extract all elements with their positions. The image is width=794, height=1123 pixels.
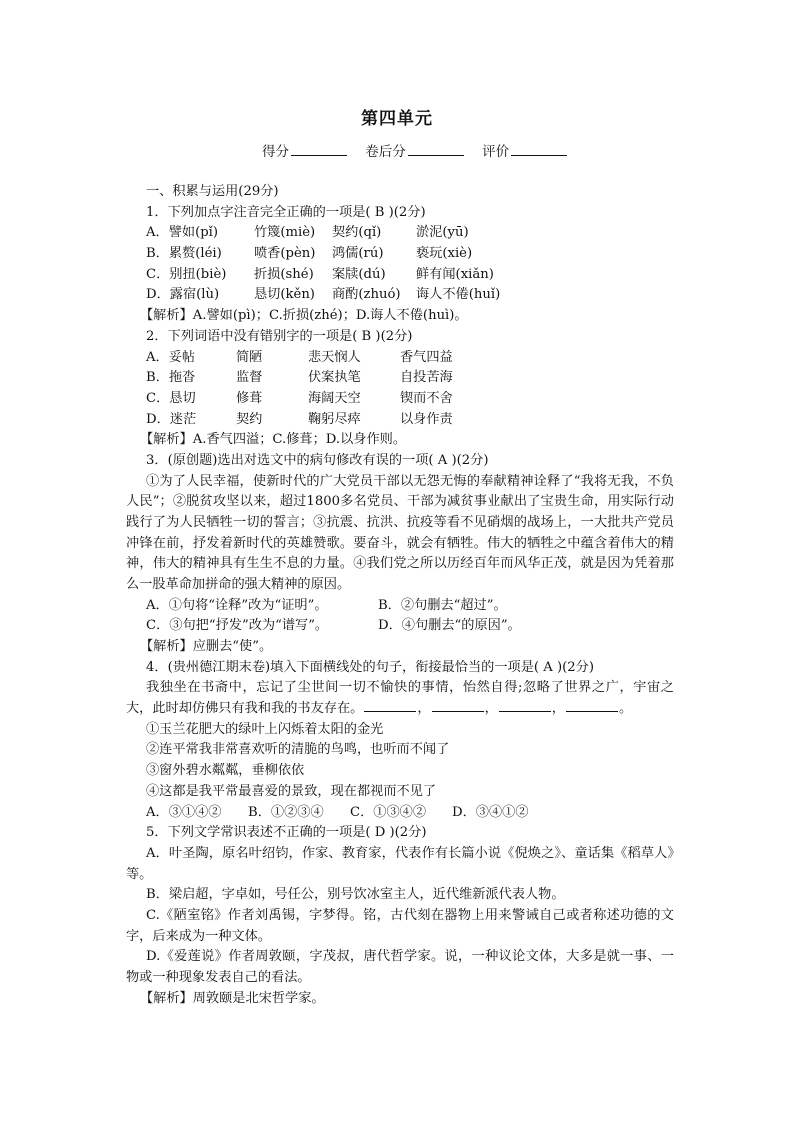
- fill-blank[interactable]: [566, 699, 618, 712]
- option-cell: C．别扭(biè): [146, 266, 227, 282]
- option-cell: 修葺: [236, 390, 263, 406]
- option-a: A．①句将“诠释”改为“证明”。: [146, 597, 328, 613]
- question-4-options: [126, 803, 674, 824]
- option-cell: 鸿儒(rú): [332, 246, 384, 262]
- question-1-option-c: [126, 265, 674, 286]
- question-3-analysis: 【解析】应删去“使”。: [140, 639, 273, 654]
- evaluation-blank[interactable]: [511, 145, 567, 156]
- option-cell: 诲人不倦(huǐ): [416, 287, 501, 303]
- question-5-option-a: A．叶圣陶，原名叶绍钧，作家、教育家，代表作有长篇小说《倪焕之》、童话集《稻草人》等。: [126, 845, 674, 882]
- question-5-option-d: D.《爱莲说》作者周敦颐，字茂叔，唐代哲学家。说，一种议论文体，大多是就一事、一物或一种现象发表自己的看法。: [126, 949, 674, 986]
- option-a: A．③①④②: [146, 804, 222, 820]
- unit-title: 第四单元: [361, 109, 433, 129]
- sentence-4: ④这都是我平常最喜爱的景致，现在都视而不见了: [146, 783, 437, 799]
- option-cell: 锲而不舍: [400, 390, 453, 406]
- sentence-1: ①玉兰花肥大的绿叶上闪烁着太阳的金光: [146, 721, 384, 737]
- after-score-blank[interactable]: [408, 145, 464, 156]
- score-label: 得分: [262, 144, 289, 160]
- option-cell: 亵玩(xiè): [416, 246, 473, 262]
- option-cell: 淤泥(yū): [416, 225, 469, 241]
- fill-blank[interactable]: [364, 699, 416, 712]
- question-5-option-c: C.《陋室铭》作者刘禹锡，字梦得。铭，古代刻在器物上用来警诫自己或者称述功德的文字，后来成为一种文体。: [126, 907, 674, 944]
- question-5-option-b: B．梁启超，字卓如，号任公，别号饮冰室主人，近代维新派代表人物。: [146, 887, 565, 903]
- evaluation-label: 评价: [482, 144, 510, 160]
- score-blank[interactable]: [291, 145, 347, 156]
- question-2-option-a: [126, 348, 674, 369]
- option-cell: C．恳切: [146, 390, 196, 406]
- option-cell: D．迷茫: [146, 411, 197, 427]
- question-2-analysis: 【解析】A.香气四溢；C.修葺；D.以身作则。: [140, 432, 407, 448]
- fill-blank[interactable]: [432, 699, 484, 712]
- option-b: B．①②③④: [248, 804, 324, 820]
- exam-body: [126, 182, 674, 1009]
- question-3-passage: ①为了人民幸福，使新时代的广大党员干部以无怨无悔的奉献精神诠释了“我将无我，不负人民”；②脱贫攻坚以来，超过1800多名党员、干部为减贫事业献出了宝贵生命，用实际行动践行了为人民牺牲一切的誓言；③抗震、抗洪、抗疫等看不见硝烟的战场上，一大批共产党员冲锋在前，抒发着新时代的英雄赞歌。要奋斗，就会有牺牲。伟大的牺牲之中蕴含着伟大的精神，伟大的精神具有生生不息的力量。④我们党之所以历经百年而风华正茂，就是因为凭着那么一股革命加拼命的强大精神的原因。: [126, 473, 674, 593]
- option-cell: B．累赘(léi): [146, 246, 222, 262]
- option-c: C．③句把“抒发”改为“谱写”。: [146, 618, 329, 634]
- option-cell: 以身作责: [400, 411, 453, 427]
- question-1-stem: 1．下列加点字注音完全正确的一项是( B )(2分): [146, 204, 426, 220]
- option-cell: 鲜有闻(xiǎn): [416, 266, 494, 282]
- question-5-analysis: 【解析】周敦颐是北宋哲学家。: [140, 990, 325, 1006]
- option-cell: D．露宿(lù): [146, 287, 220, 303]
- option-cell: 竹篾(miè): [254, 225, 316, 241]
- option-cell: 香气四益: [400, 349, 453, 365]
- option-cell: 恳切(kěn): [254, 287, 315, 303]
- option-cell: 契约: [236, 411, 263, 427]
- section-heading: 一、积累与运用(29分): [146, 184, 279, 199]
- score-bar: [262, 140, 581, 160]
- question-2-stem: 2．下列词语中没有错别字的一项是( B )(2分): [146, 328, 413, 344]
- question-1-option-b: [126, 244, 674, 265]
- question-1-option-a: [126, 223, 674, 244]
- option-cell: B．拖沓: [146, 370, 196, 386]
- option-b: B．②句删去“超过”。: [378, 597, 507, 613]
- question-4-passage: 我独坐在书斋中，忘记了尘世间一切不愉快的事情，怡然自得;忽略了世界之广，宇宙之大，此时却仿佛只有我和我的书友存在。 ， ， ， 。: [126, 680, 674, 717]
- option-cell: 商酌(zhuó): [332, 287, 401, 303]
- option-cell: 伏案执笔: [308, 370, 361, 386]
- question-2-option-c: [126, 389, 674, 410]
- option-cell: 监督: [236, 370, 263, 386]
- question-4-stem: 4．(贵州德江期末卷)填入下面横线处的句子，衔接最恰当的一项是( A )(2分): [146, 659, 594, 675]
- option-d: D．④句删去“的原因”。: [378, 618, 521, 634]
- question-1-analysis: 【解析】A.譬如(pì)；C.折损(zhé)；D.诲人不倦(huì)。: [140, 308, 468, 324]
- question-5-stem: 5．下列文学常识表述不正确的一项是( D )(2分): [146, 825, 427, 841]
- sentence-2: ②连平常我非常喜欢听的清脆的鸟鸣，也听而不闻了: [146, 742, 450, 758]
- question-2-option-d: [126, 410, 674, 431]
- option-cell: 鞠躬尽瘁: [308, 411, 361, 427]
- question-3-options-row-2: [126, 616, 674, 637]
- option-cell: A．妥帖: [146, 349, 196, 365]
- option-cell: 简陋: [236, 349, 263, 365]
- option-cell: A．譬如(pǐ): [146, 225, 219, 241]
- option-cell: 海阔天空: [308, 390, 361, 406]
- option-cell: 自投苦海: [400, 370, 453, 386]
- option-cell: 悲天悯人: [308, 349, 361, 365]
- option-cell: 喷香(pèn): [254, 246, 316, 262]
- option-cell: 折损(shé): [254, 266, 314, 282]
- option-cell: 案牍(dú): [332, 266, 386, 282]
- fill-blank[interactable]: [499, 699, 551, 712]
- option-d: D．③④①②: [452, 804, 529, 820]
- question-3-options-row-1: [126, 596, 674, 617]
- option-c: C．①③④②: [350, 804, 427, 820]
- after-score-label: 卷后分: [365, 144, 406, 160]
- sentence-3: ③窗外碧水粼粼，垂柳依依: [146, 763, 305, 779]
- passage-text: 我独坐在书斋中，忘记了尘世间一切不愉快的事情，怡然自得;忽略了世界之广，宇宙之大，此时却仿佛只有我和我的书友存在。: [126, 680, 674, 717]
- option-cell: 契约(qǐ): [332, 225, 382, 241]
- question-3-stem: 3．(原创题)选出对选文中的病句修改有误的一项( A )(2分): [146, 452, 489, 468]
- question-1-option-d: [126, 285, 674, 306]
- question-2-option-b: [126, 368, 674, 389]
